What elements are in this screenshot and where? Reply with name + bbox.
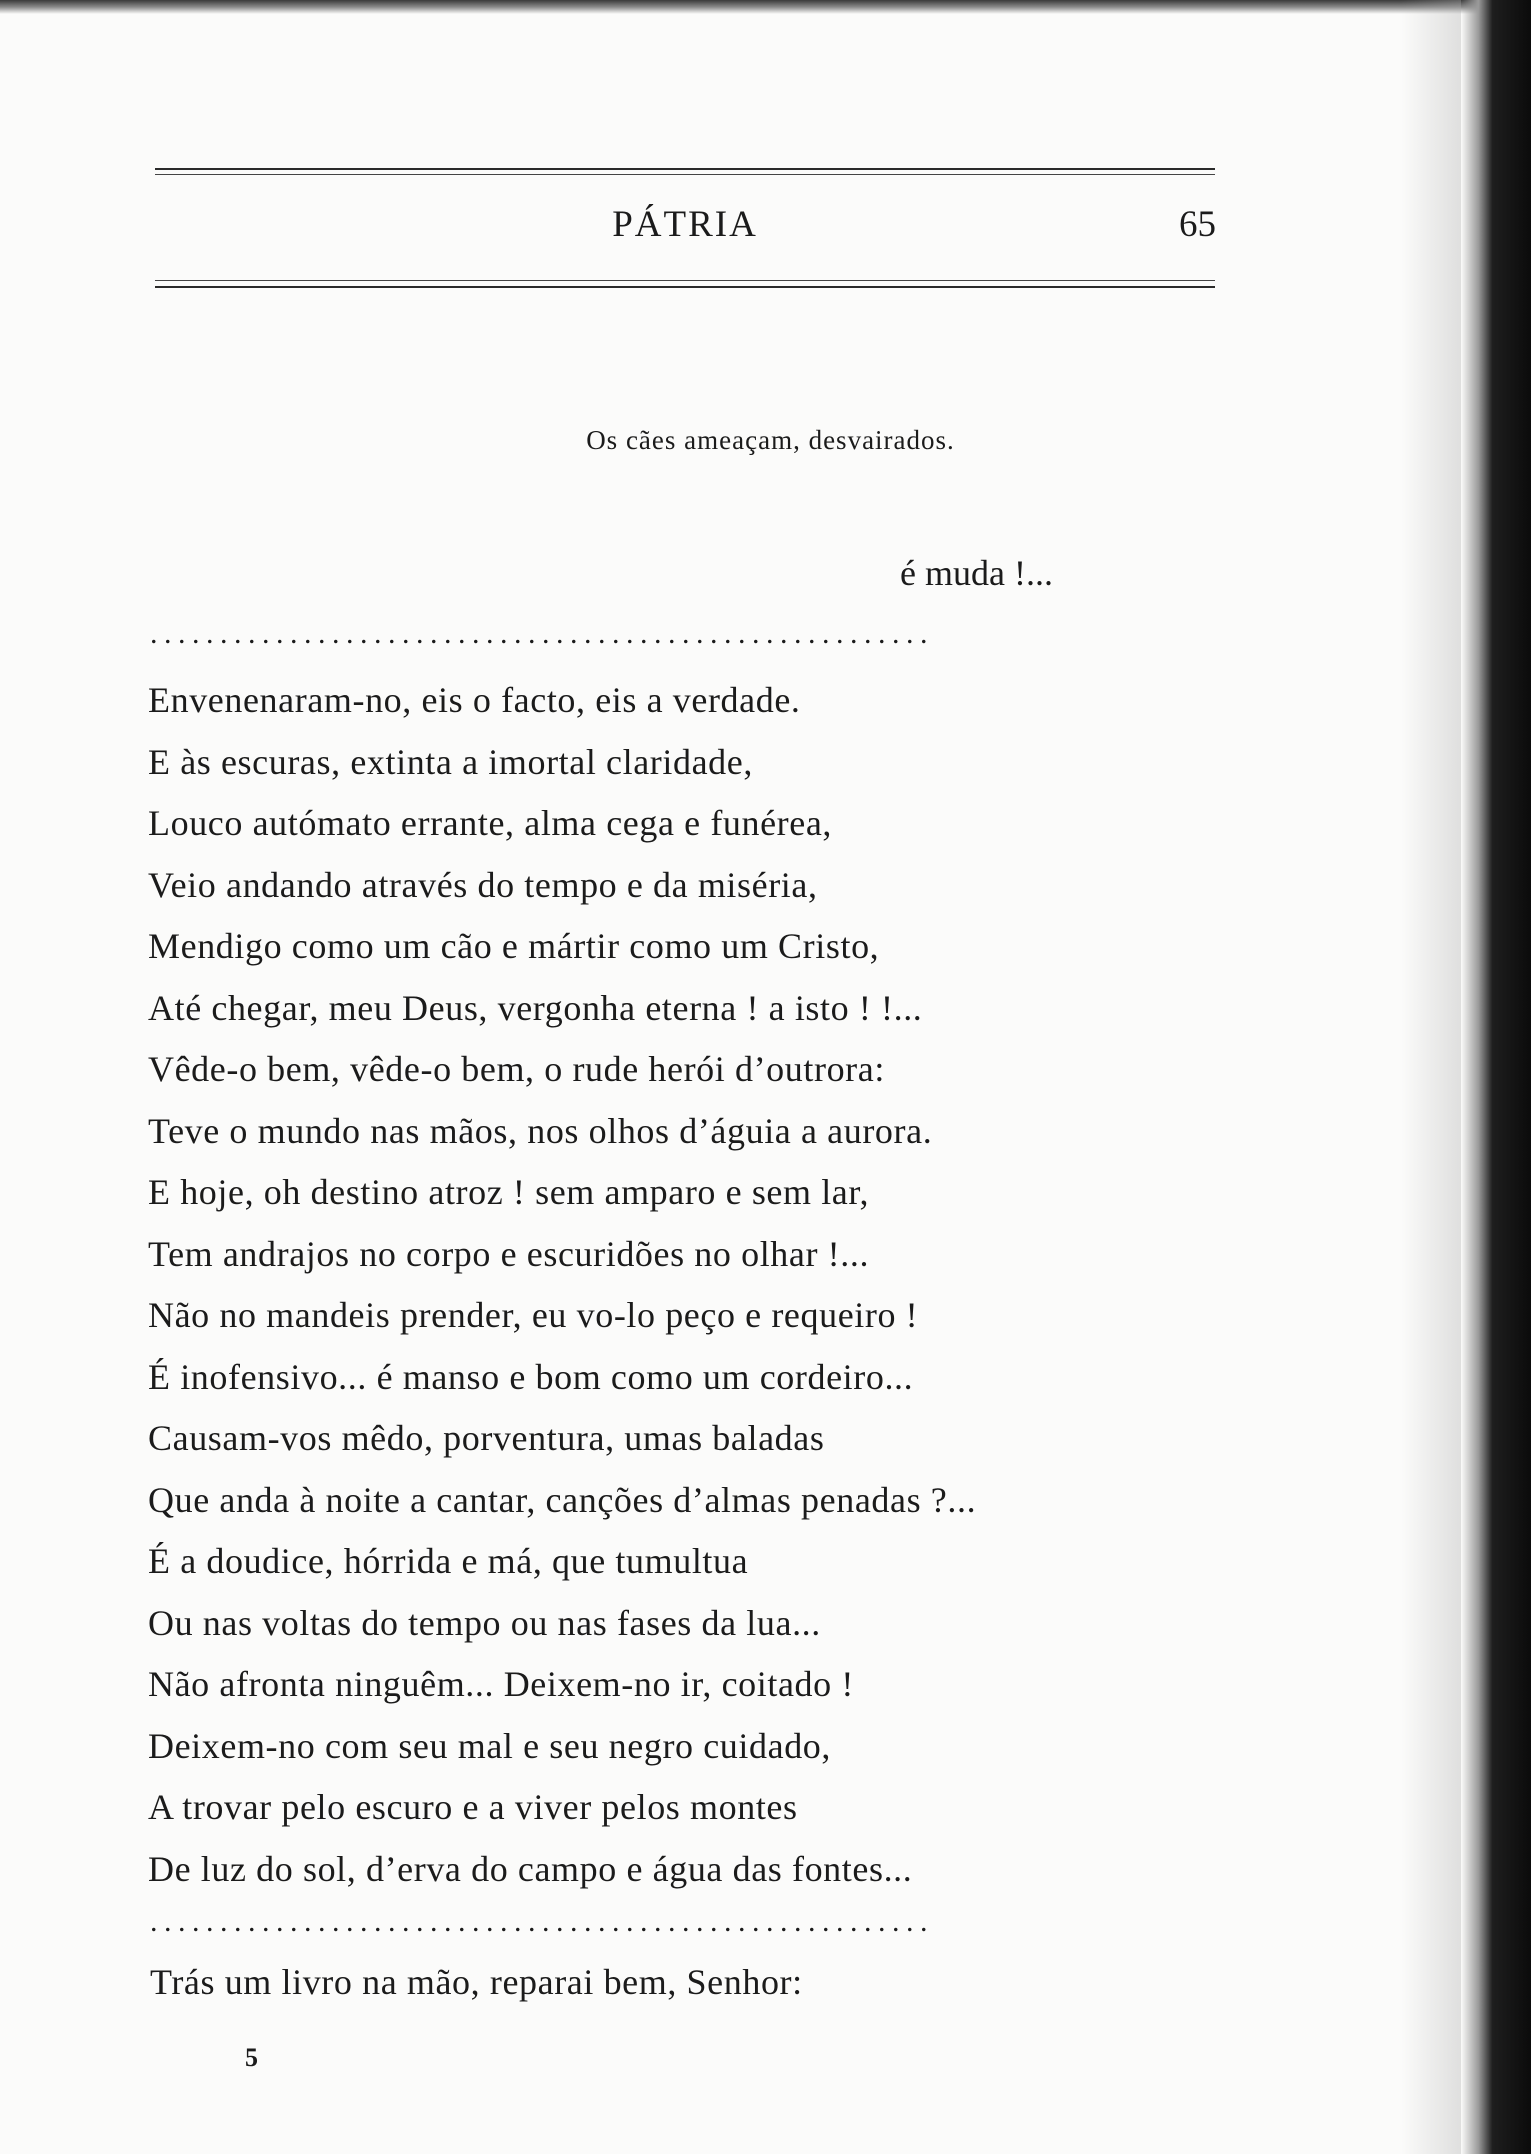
- verse-line: É a doudice, hórrida e má, que tumultua: [148, 1541, 749, 1581]
- verse-line: Envenenaram-no, eis o facto, eis a verdade.: [148, 680, 801, 720]
- verse-line: Teve o mundo nas mãos, nos olhos d’águia a aurora.: [148, 1110, 933, 1151]
- printer-signature-mark: 5: [245, 2043, 258, 2072]
- verse-line-last: Trás um livro na mão, reparai bem, Senhor:: [150, 1962, 803, 2002]
- verse-line: E às escuras, extinta a imortal claridade,: [148, 741, 753, 782]
- verse-line: Causam-vos mêdo, porventura, umas baladas: [148, 1418, 825, 1458]
- separator-dots-bottom: ........................................................: [150, 1905, 934, 1938]
- scan-binding-shadow: [1401, 0, 1461, 2154]
- intro-line: Os cães ameaçam, desvairados.: [586, 425, 955, 455]
- verse-line: Mendigo como um cão e mártir como um Cristo,: [148, 926, 880, 966]
- verse-line: Deixem-no com seu mal e seu negro cuidado,: [148, 1725, 831, 1766]
- verse-fragment: é muda !...: [900, 553, 1053, 593]
- running-head-title: PÁTRIA: [612, 204, 758, 245]
- header-rule-top-thin: [155, 174, 1215, 175]
- verse-line: A trovar pelo escuro e a viver pelos montes: [148, 1787, 798, 1827]
- verse-line: É inofensivo... é manso e bom como um cordeiro...: [148, 1356, 914, 1397]
- verse-line: De luz do sol, d’erva do campo e água das fontes...: [148, 1848, 913, 1889]
- verse-line: Veio andando através do tempo e da miséria,: [148, 864, 818, 905]
- page-number: 65: [1179, 204, 1216, 245]
- verse-line: Ou nas voltas do tempo ou nas fases da lua...: [148, 1602, 821, 1643]
- verse-line: E hoje, oh destino atroz ! sem amparo e sem lar,: [148, 1172, 870, 1212]
- verse-line: Não afronta ninguêm... Deixem-no ir, coitado !: [148, 1664, 854, 1704]
- scan-top-edge: [0, 0, 1531, 14]
- header-rule-bottom-thin: [155, 280, 1215, 281]
- header-rule-top: [155, 168, 1215, 170]
- verse-line: Tem andrajos no corpo e escuridões no olhar !...: [148, 1233, 870, 1274]
- separator-dots-top: ........................................................: [150, 617, 934, 650]
- verse-line: Que anda à noite a cantar, canções d’almas penadas ?...: [148, 1479, 977, 1520]
- verse-line: Até chegar, meu Deus, vergonha eterna ! a isto ! !...: [148, 987, 923, 1028]
- verse-line: Vêde-o bem, vêde-o bem, o rude herói d’outrora:: [148, 1049, 885, 1089]
- verse-line: Não no mandeis prender, eu vo-lo peço e requeiro !: [148, 1295, 919, 1335]
- verse-block: [148, 670, 1148, 1900]
- header-rule-bottom: [155, 286, 1215, 288]
- verse-line: Louco autómato errante, alma cega e funérea,: [148, 803, 833, 843]
- scan-binding-edge: [1461, 0, 1531, 2154]
